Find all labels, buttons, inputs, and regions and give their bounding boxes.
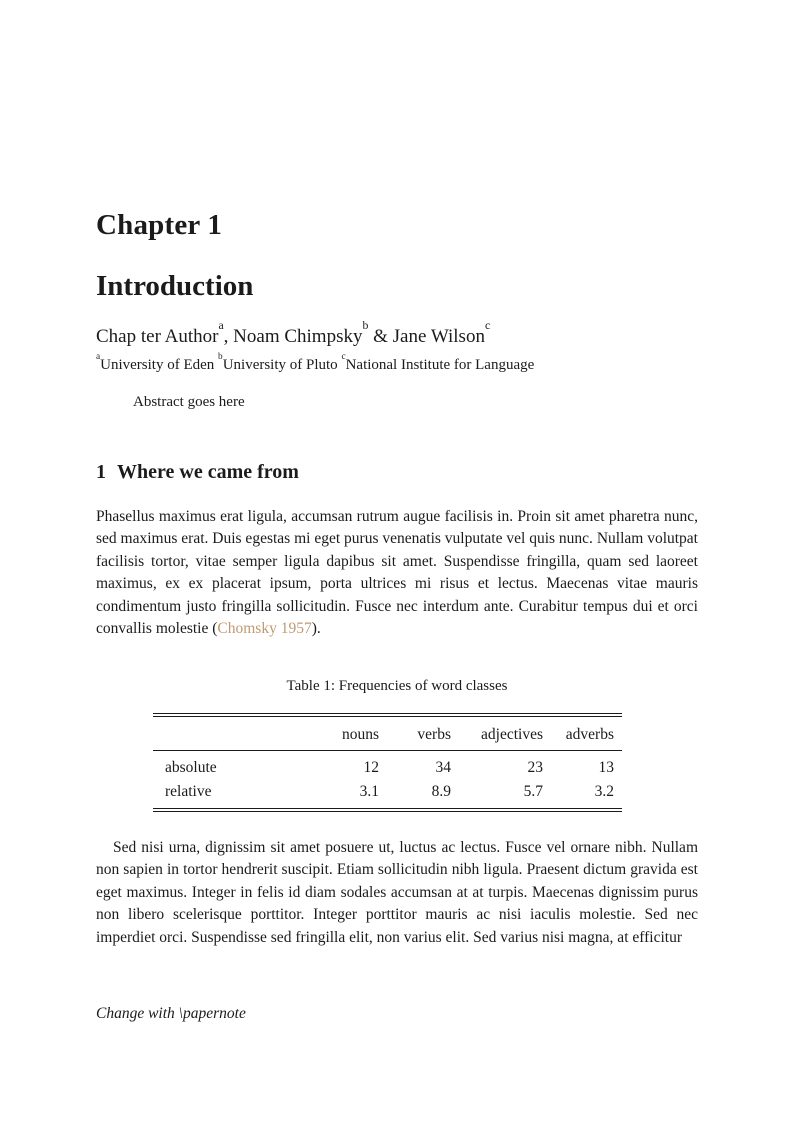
author-separator-1: , <box>223 326 234 347</box>
citation-link-chomsky-1957[interactable]: Chomsky 1957 <box>217 620 312 638</box>
affiliation-mark-3: c <box>341 351 346 362</box>
table-header-verbs: verbs <box>387 717 459 751</box>
affiliation-2: University of Pluto <box>222 357 342 373</box>
papernote-footnote: Change with \papernote <box>96 1005 246 1022</box>
author-separator-2: & <box>368 326 393 347</box>
table-cell: 34 <box>435 759 451 776</box>
paragraph-1-text: Phasellus maximus erat ligula, accumsan rutrum augue facilisis in. Proin sit amet pharetra nunc, sed maximus erat. Duis egestas mi eget purus venenatis vulputate vel quis nunc. Nullam volutpat facilisis tortor, vitae semper ligula dapibus sit amet. Suspendisse fringilla, quam sed laoreet maximus, ex ex placerat ipsum, porta ultrices mi risus et lectus. Maecenas vitae mauris condimentum justo fringilla sollicitudin. Fusce nec interdum ante. Curabitur tempus dui et orci convallis molestie ( <box>96 508 698 638</box>
paragraph-1 <box>96 506 698 640</box>
author-name-1: Chap ter Author <box>96 326 219 347</box>
page-content <box>96 0 698 1121</box>
table-cell: 3.1 <box>359 783 379 800</box>
author-affmark-3: c <box>484 319 491 333</box>
affiliation-line <box>96 351 698 374</box>
table-header-nouns: nouns <box>319 717 387 751</box>
affiliation-1: University of Eden <box>100 357 219 373</box>
table-row-label-relative: relative <box>165 783 212 800</box>
author-line <box>96 319 698 348</box>
affiliation-3: National Institute for Language <box>345 357 535 373</box>
table-header-blank <box>153 717 319 751</box>
table-row <box>153 751 622 781</box>
table-cell: 12 <box>363 759 379 776</box>
frequencies-table <box>153 713 622 812</box>
paragraph-1-text-after: ). <box>311 620 321 638</box>
author-name-2: Noam Chimpsky <box>233 326 363 347</box>
chapter-title: Introduction <box>96 270 254 302</box>
table-cell: 23 <box>527 759 543 776</box>
table-cell: 8.9 <box>431 783 451 800</box>
author-name-3: Jane Wilson <box>392 326 485 347</box>
table-cell: 3.2 <box>594 783 614 800</box>
section-heading <box>96 461 698 484</box>
author-affmark-2: b <box>362 319 369 333</box>
chapter-label: Chapter 1 <box>96 209 223 241</box>
table-header-row <box>153 717 622 751</box>
affiliation-mark-1: a <box>96 351 101 362</box>
paragraph-2-text: Sed nisi urna, dignissim sit amet posuere ut, luctus ac lectus. Fusce vel ornare nibh. Nullam non sapien in tortor hendrerit suscipit. Etiam sollicitudin nibh ligula. Praesent dictum gravida est eget maximus. Integer in felis id diam sodales accumsan at at turpis. Maecenas dignissim purus non libero scelerisque porttitor. Integer porttitor mauris ac nisi iaculis molestie. Sed nec imperdiet orci. Suspendisse sed fringilla elit, non varius elit. Sed varius nisi magna, at efficitur <box>96 839 698 946</box>
paragraph-2 <box>96 837 698 949</box>
table-row <box>153 780 622 808</box>
author-affmark-1: a <box>218 319 224 333</box>
affiliation-mark-2: b <box>218 351 223 362</box>
table-cell: 13 <box>598 759 614 776</box>
abstract-text: Abstract goes here <box>133 394 245 410</box>
table-header-adverbs: adverbs <box>551 717 622 751</box>
table-cell: 5.7 <box>523 783 543 800</box>
table-row-label-absolute: absolute <box>165 759 217 776</box>
section-title: Where we came from <box>117 461 299 483</box>
table-header-adjectives: adjectives <box>459 717 551 751</box>
section-number: 1 <box>96 461 106 483</box>
table-caption: Table 1: Frequencies of word classes <box>286 678 508 694</box>
